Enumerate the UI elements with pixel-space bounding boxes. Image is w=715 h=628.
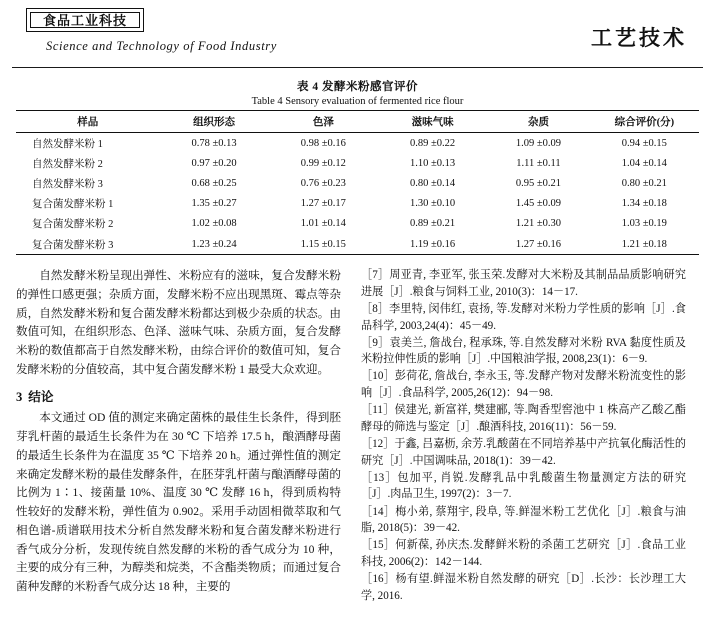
cell-flavor: 0.89 ±0.21 [410,218,456,230]
reference-item: ［16］杨有望.鲜湿米粉自然发酵的研究［D］.长沙：长沙理工大学, 2016. [361,573,686,602]
cell-impurity: 1.11 ±0.11 [516,157,561,169]
column-header-texture: 组织形态 [159,111,268,133]
reference-item: ［11］侯建光, 新富祥, 樊建郦, 等.陶香型窖池中 1 株高产乙酸乙酯酵母的筛选与鉴定［J］.酿酒科技, 2016(11)：56－59. [361,404,686,433]
reference-item: ［10］彭荷花, 詹战台, 李永玉, 等.发酵产物对发酵米粉流变性的影响［J］.食品科学, 2005,26(12)：94－98. [361,370,686,400]
table-block [16,78,699,255]
reference-item: ［15］何新葆, 孙庆杰.发酵鲜米粉的杀菌工艺研究［J］.食品工业科技, 2006(2)：142－144. [361,539,686,569]
cell-color: 0.99 ±0.12 [300,157,346,169]
reference-item: ［9］袁美兰, 詹战台, 程承珠, 等.自然发酵对米粉 RVA 黏度性质及米粉拉伸性质的影响［J］.中国粮油学报, 2008,23(1)：6－9. [361,336,686,366]
cell-flavor: 1.10 ±0.13 [410,157,456,169]
table-row [16,194,699,214]
cell-overall: 1.34 ±0.18 [621,198,667,210]
table-row [16,153,699,173]
reference-item: ［7］周亚青, 李亚军, 张玉荣.发酵对大米粉及其制品品质影响研究进展［J］.粮食与饲料工业, 2010(3)：14－17. [361,269,686,298]
section-number: 3 [16,389,23,404]
cell-sample: 自然发酵米粉 1 [32,138,103,150]
cell-overall: 0.94 ±0.15 [621,137,667,149]
cell-impurity: 1.09 ±0.09 [515,137,562,149]
body-columns [16,267,699,605]
reference-item: ［8］李里特, 闵伟红, 袁扬, 等.发酵对米粉力学性质的影响［J］.食品科学, 2003,24(4)：45－49. [361,302,686,332]
cell-texture: 1.35 ±0.27 [191,198,237,210]
cell-texture: 0.68 ±0.25 [191,177,237,189]
cell-color: 0.76 ±0.23 [300,177,346,189]
journal-title-cn: 食品工业科技 [42,12,127,28]
reference-item: ［14］梅小弟, 蔡翔宇, 段阜, 等.鲜湿米粉工艺优化［J］.粮食与油脂, 2018(5)：39－42. [361,505,686,535]
cell-color: 1.15 ±0.15 [269,234,378,255]
cell-impurity: 1.27 ±0.16 [487,234,589,255]
cell-color: 1.27 ±0.17 [300,198,346,210]
cell-sample: 复合菌发酵米粉 2 [32,219,114,231]
cell-color: 0.98 ±0.16 [300,137,346,149]
table-caption-cn: 表 4 发酵米粉感官评价 [297,81,418,93]
table-header-row [16,111,699,133]
reference-item: ［12］于鑫, 吕嘉枥, 余芳.乳酸菌在不同培养基中产抗氧化酶活性的研究［J］.中国调味品, 2018(1)：39－42. [361,438,686,467]
cell-sample: 复合菌发酵米粉 1 [32,199,114,211]
cell-flavor: 0.89 ±0.22 [410,137,456,149]
cell-sample: 复合菌发酵米粉 3 [16,234,159,255]
column-header-flavor: 滋味气味 [378,111,487,133]
cell-overall: 1.04 ±0.14 [621,157,667,169]
table-row [16,214,699,234]
cell-overall: 0.80 ±0.21 [621,177,667,189]
cell-overall: 1.21 ±0.18 [590,234,699,255]
cell-flavor: 0.80 ±0.14 [410,177,456,189]
column-header-sample: 样品 [16,111,159,133]
cell-impurity: 0.95 ±0.21 [515,177,562,189]
column-header-overall: 综合评价(分) [590,111,699,133]
reference-item: ［13］包加平, 肖锐.发酵乳品中乳酸菌生物量测定方法的研究［J］.肉品卫生, 1997(2)：3－7. [361,471,686,501]
page-header [12,6,703,68]
table-caption-en: Table 4 Sensory evaluation of fermented rice flour [251,96,464,107]
cell-texture: 1.02 ±0.08 [191,218,237,230]
cell-flavor: 1.30 ±0.10 [410,198,456,210]
cell-texture: 0.78 ±0.13 [191,137,237,149]
cell-sample: 自然发酵米粉 2 [32,158,103,170]
section-title: 结论 [28,389,54,404]
table-row [16,234,699,255]
table-row [16,173,699,193]
cell-color: 1.01 ±0.14 [300,218,346,230]
cell-impurity: 1.21 ±0.30 [515,218,562,230]
paragraph-results-discussion: 自然发酵米粉呈现出弹性、米粉应有的滋味，复合发酵米粉的弹性口感更强；杂质方面，发酵米粉不应出现黑斑、霉点等杂质，自然发酵米粉和复合菌发酵米粉都达到极少杂质的状态。由数值可知，在组织形态、色泽、滋味气味、杂质方面，复合发酵米粉的数值都高于自然发酵米粉，由综合评价的数值可知，复合发酵米粉的分值较高，其中复合菌发酵米粉 1 最受大众欢迎。 [16,269,341,377]
cell-overall: 1.03 ±0.19 [621,218,667,230]
journal-logo [26,8,144,32]
paper-page [0,6,715,628]
column-header-impurity: 杂质 [487,111,589,133]
cell-sample: 自然发酵米粉 3 [32,178,103,190]
cell-texture: 0.97 ±0.20 [191,157,237,169]
journal-title-en: Science and Technology of Food Industry [46,39,277,53]
column-header-color: 色泽 [269,111,378,133]
cell-impurity: 1.45 ±0.09 [515,198,562,210]
table-row [16,133,699,154]
paragraph-conclusion: 本文通过 OD 值的测定来确定菌株的最佳生长条件，得到胚芽乳杆菌的最适生长条件为在 30 ℃ 下培养 17.5 h，酿酒酵母菌的最适生长条件为在温度 35 ℃ 下培养 20 h。通过弹性值的测定来确定发酵米粉的最佳发酵条件，在胚芽乳杆菌与酿酒酵母菌的比例为 1∶1、接菌量 10%、温度 30 ℃ 发酵 16 h，得到质构特性较好的发酵米粉，弹性值为 0.902。采用手动固相微萃取和气相色谱-质谱联用技术分析自然发酵米粉和复合菌发酵米粉进行香气成分分析，发现传统自然发酵的米粉的香气成分为 10 种，主要的成分有三种，为醇类和烷类，不含酯类物质；而通过复合菌种发酵的米粉香气成分达 18 种，主要的 [16,411,341,594]
section-header-label: 工艺技术 [591,26,687,50]
cell-texture: 1.23 ±0.24 [159,234,268,255]
sensory-evaluation-table [16,110,699,255]
left-column [16,267,341,605]
cell-flavor: 1.19 ±0.16 [378,234,487,255]
right-column-references [361,267,686,605]
section-heading-conclusion [16,387,341,407]
